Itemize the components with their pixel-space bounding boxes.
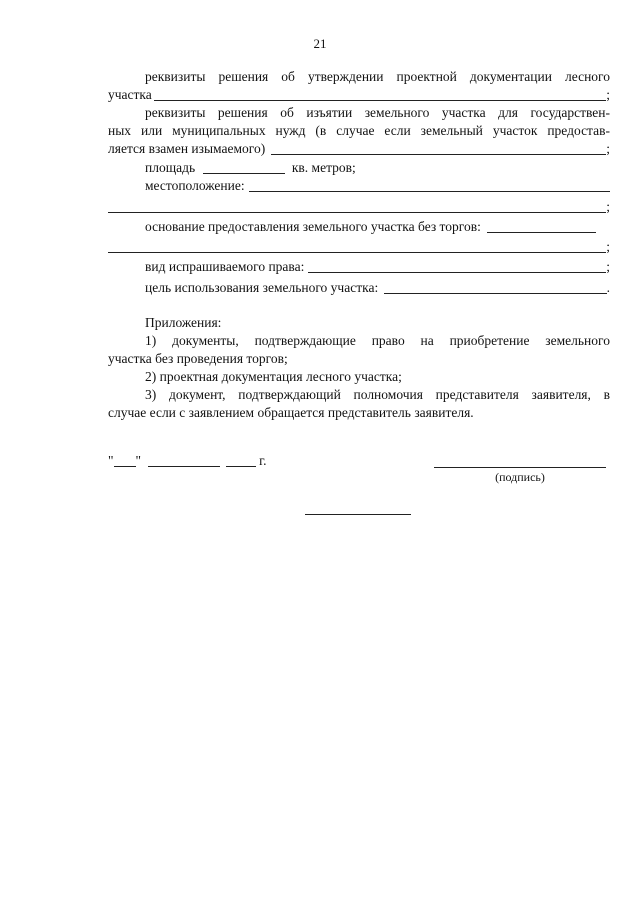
year-suffix: г.	[259, 453, 267, 468]
attachment-item1-line2: участка без проведения торгов;	[108, 351, 288, 366]
purpose-field[interactable]	[145, 279, 610, 297]
semicolon: ;	[606, 259, 610, 274]
purpose-blank[interactable]	[384, 280, 606, 294]
right-field[interactable]	[145, 258, 610, 276]
area-blank[interactable]	[203, 160, 285, 174]
area-field[interactable]	[145, 159, 610, 177]
date-field[interactable]	[108, 452, 328, 470]
area-label: площадь	[145, 160, 196, 175]
seizure-line2: ных или муниципальных нужд (в случае если земельный участок предостав-	[108, 123, 610, 138]
project-decision-field[interactable]	[108, 86, 610, 104]
year-blank[interactable]	[226, 453, 256, 467]
day-blank[interactable]	[114, 453, 136, 467]
purpose-label: цель использования земельного участка:	[145, 280, 379, 295]
signature-line[interactable]	[434, 467, 606, 468]
seizure-blank[interactable]	[271, 141, 606, 155]
date-quote-close: "	[135, 453, 142, 468]
date-quote-open: "	[108, 453, 114, 468]
month-blank[interactable]	[148, 453, 220, 467]
project-decision-line2: участка	[108, 87, 152, 102]
location-label: местоположение:	[145, 178, 245, 193]
location-blank[interactable]	[249, 178, 610, 192]
attachments-title: Приложения:	[145, 315, 222, 330]
location-field[interactable]	[145, 177, 610, 195]
basis-label: основание предоставления земельного участка без торгов:	[145, 219, 481, 234]
semicolon: ;	[606, 239, 610, 254]
location-field-continued[interactable]	[108, 198, 610, 216]
basis-field[interactable]	[145, 218, 610, 236]
attachment-item3-line1: 3) документ, подтверждающий полномочия представителя заявителя, в	[145, 387, 610, 402]
period: .	[606, 280, 610, 295]
signature-caption: (подпись)	[495, 470, 545, 484]
basis-blank-line2[interactable]	[108, 239, 606, 253]
semicolon: ;	[606, 87, 610, 102]
attachment-item2: 2) проектная документация лесного участка;	[145, 369, 402, 384]
location-blank-line2[interactable]	[108, 199, 606, 213]
seizure-line3: ляется взамен изымаемого)	[108, 141, 266, 156]
semicolon: ;	[606, 199, 610, 214]
end-divider	[305, 514, 411, 515]
right-label: вид испрашиваемого права:	[145, 259, 305, 274]
semicolon: ;	[606, 141, 610, 156]
seizure-line1: реквизиты решения об изъятии земельного участка для государствен-	[145, 105, 610, 120]
attachment-item3-line2: случае если с заявлением обращается представитель заявителя.	[108, 405, 474, 420]
area-unit: кв. метров;	[291, 160, 356, 175]
page-number: 21	[313, 36, 327, 51]
attachment-item1-line1: 1) документы, подтверждающие право на приобретение земельного	[145, 333, 610, 348]
basis-blank[interactable]	[487, 219, 596, 233]
project-decision-blank[interactable]	[154, 87, 606, 101]
project-decision-line1: реквизиты решения об утверждении проектной документации лесного	[145, 69, 610, 84]
seizure-field[interactable]	[108, 140, 610, 158]
right-blank[interactable]	[308, 259, 606, 273]
basis-field-continued[interactable]	[108, 238, 610, 256]
